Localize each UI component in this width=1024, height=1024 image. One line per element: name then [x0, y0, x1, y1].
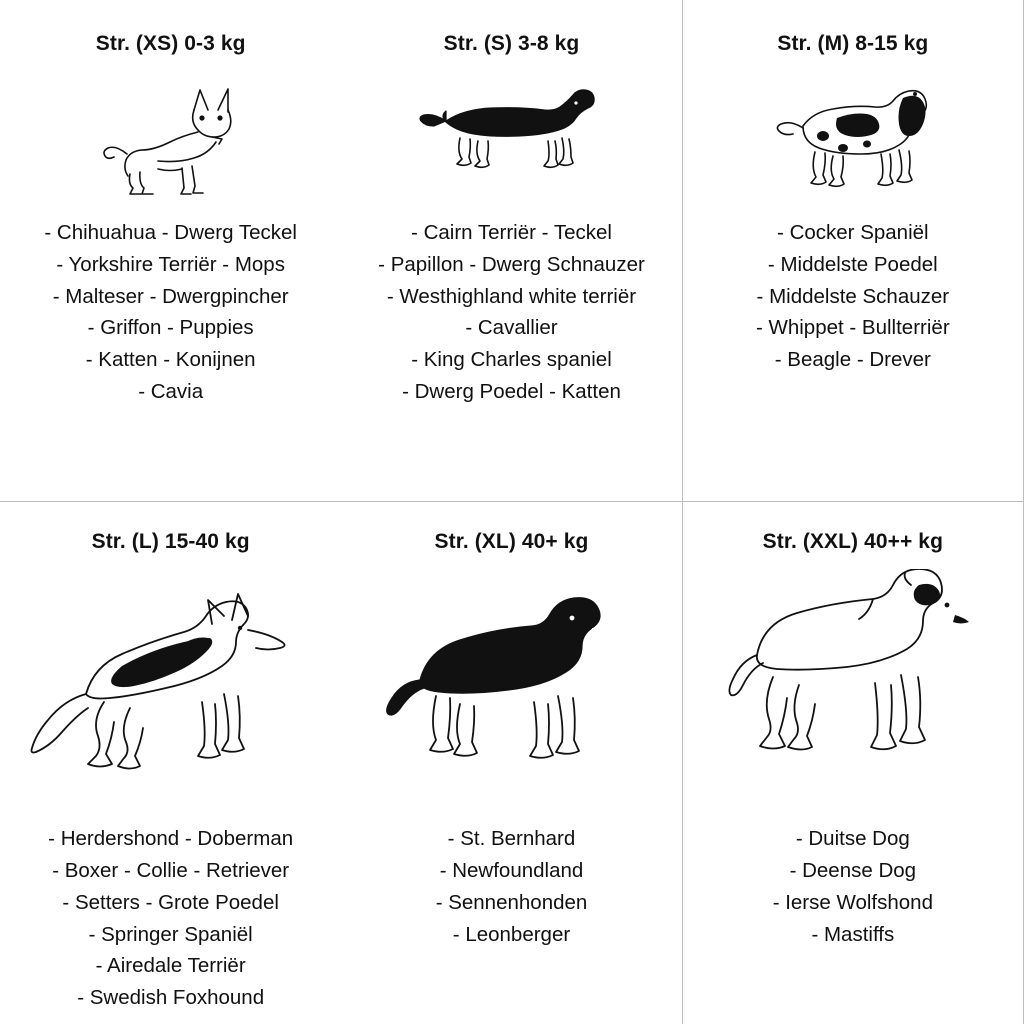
breed-line: - Katten - Konijnen [85, 348, 256, 372]
breed-line: - Cavallier [465, 316, 558, 340]
size-category-m [683, 0, 1024, 502]
category-title: Str. (XS) 0-3 kg [95, 32, 246, 55]
size-category-xl [341, 502, 682, 1024]
breed-line: - Yorkshire Terriër - Mops [56, 252, 285, 276]
breed-line: - Chihuahua - Dwerg Teckel [44, 221, 297, 245]
breed-line: - Westhighland white terriër [386, 284, 637, 308]
breed-line: - Newfoundland [439, 859, 584, 883]
breed-line: - King Charles spaniel [411, 348, 612, 372]
breed-line: - Griffon - Puppies [87, 316, 254, 340]
cocker-spaniel-silhouette [689, 61, 1017, 211]
great-dane-outline-silhouette [689, 559, 1017, 809]
breed-line: - Malteser - Dwergpincher [52, 284, 289, 308]
breed-line: - Mastiffs [811, 922, 895, 946]
breed-line: - Cavia [138, 379, 204, 403]
breed-list [689, 823, 1017, 950]
dachshund-silhouette [347, 61, 675, 211]
breed-line: - Ierse Wolfshond [772, 890, 933, 914]
breed-list [6, 217, 335, 408]
breed-line: - Herdershond - Doberman [48, 827, 294, 851]
category-title: Str. (M) 8-15 kg [777, 32, 929, 55]
size-category-xxl [683, 502, 1024, 1024]
breed-line: - Whippet - Bullterriër [755, 316, 950, 340]
category-title: Str. (XL) 40+ kg [434, 530, 589, 554]
breed-line: - Middelste Poedel [767, 252, 938, 276]
breed-line: - Beagle - Drever [774, 348, 931, 372]
breed-line: - Dwerg Poedel - Katten [402, 379, 621, 403]
breed-line: - Deense Dog [789, 859, 917, 883]
breed-line: - St. Bernhard [447, 827, 576, 851]
breed-line: - Leonberger [452, 922, 571, 946]
size-category-xs [0, 0, 341, 502]
breed-line: - Setters - Grote Poedel [62, 890, 279, 914]
breed-list [6, 823, 335, 1014]
breed-line: - Cairn Terriër - Teckel [411, 221, 612, 245]
size-category-s [341, 0, 682, 502]
breed-line: - Cocker Spaniël [777, 221, 929, 245]
breed-line: - Papillon - Dwerg Schnauzer [378, 252, 645, 276]
breed-line: - Middelste Schauzer [756, 284, 950, 308]
breed-line: - Swedish Foxhound [77, 986, 265, 1010]
chihuahua-outline-silhouette [6, 61, 335, 211]
size-category-l [0, 502, 341, 1024]
breed-line: - Sennenhonden [435, 890, 588, 914]
breed-line: - Boxer - Collie - Retriever [52, 859, 290, 883]
breed-line: - Airedale Terriër [95, 954, 246, 978]
breed-list [689, 217, 1017, 376]
bernese-mountain-dog-silhouette [347, 559, 675, 809]
breed-list [347, 823, 675, 950]
category-title: Str. (S) 3-8 kg [443, 32, 580, 55]
category-title: Str. (L) 15-40 kg [91, 530, 250, 554]
breed-list [347, 217, 675, 408]
category-title: Str. (XXL) 40++ kg [762, 530, 944, 554]
breed-line: - Springer Spaniël [88, 922, 253, 946]
german-shepherd-silhouette [6, 559, 335, 809]
breed-line: - Duitse Dog [795, 827, 910, 851]
